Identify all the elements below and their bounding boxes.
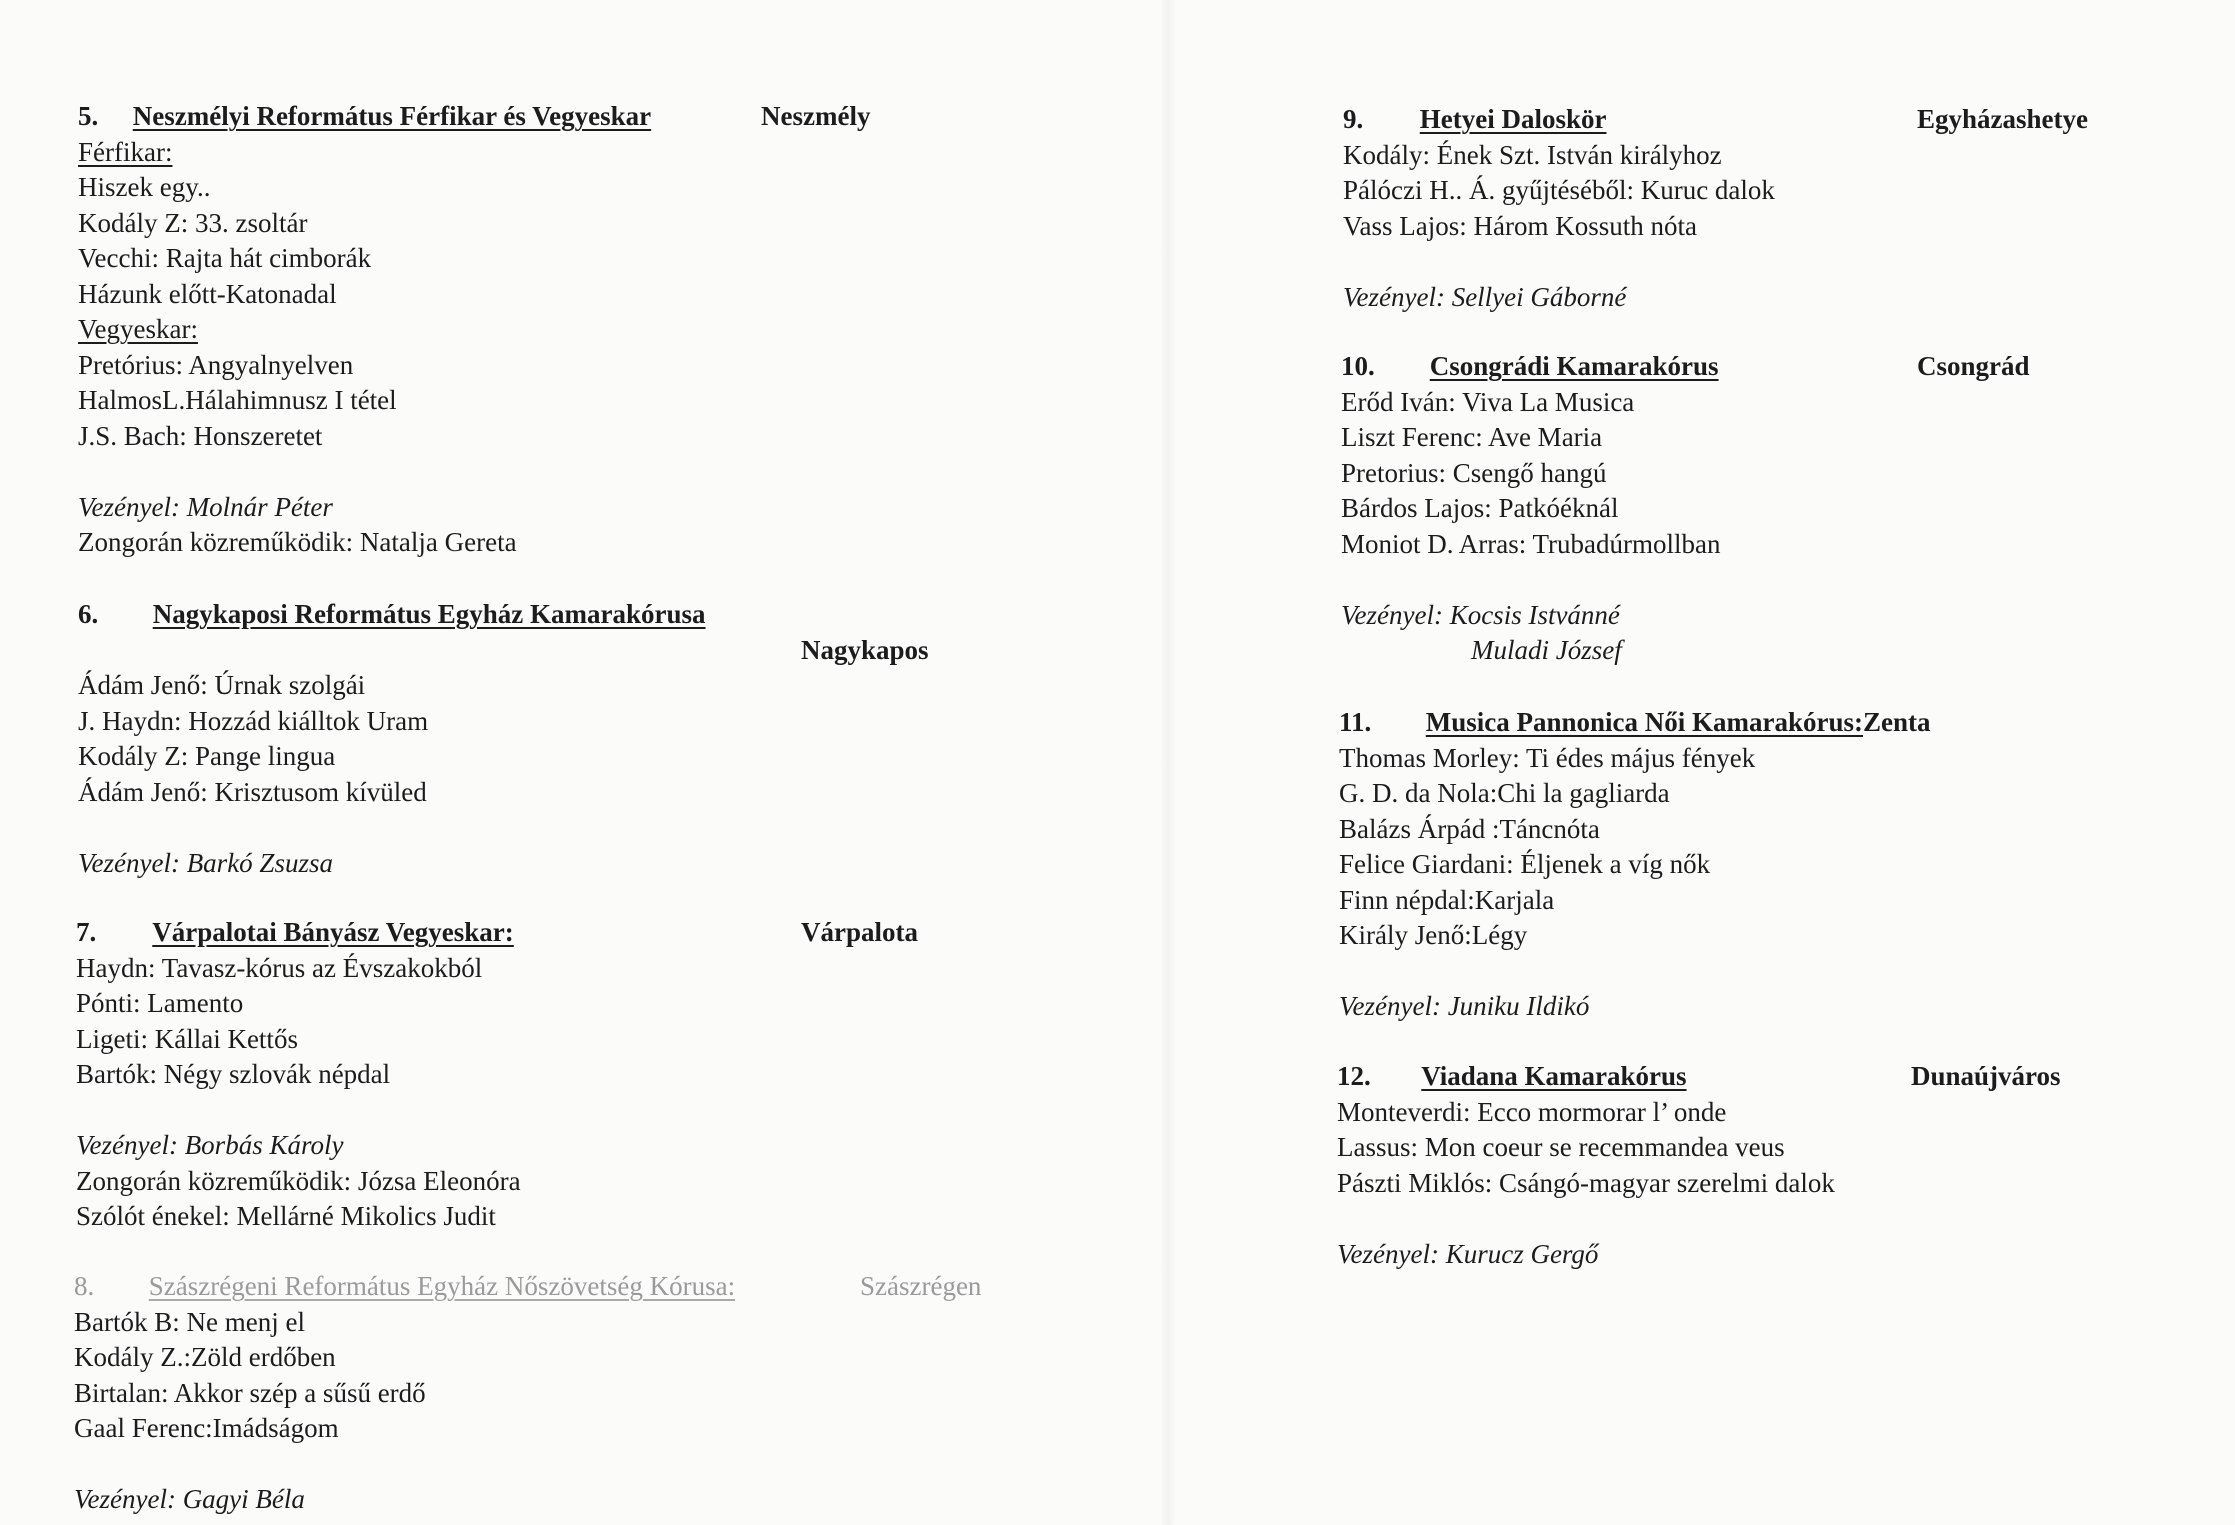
conductor-name: Barkó Zsuzsa: [186, 847, 333, 878]
section-number: 9.: [1343, 104, 1364, 134]
program-item: Felice Giardani: Éljenek a víg nők: [1339, 849, 1711, 879]
program-item: Vecchi: Rajta hát cimborák: [78, 243, 372, 273]
choir-section-6: [78, 597, 958, 881]
choir-location: Dunaújváros: [1911, 1061, 2061, 1091]
section-header: [74, 1269, 1074, 1305]
program-item: Thomas Morley: Ti édes május fények: [1339, 742, 1756, 773]
conductor-label: Vezényel:: [1343, 281, 1445, 312]
program-item: Pászti Miklós: Csángó-magyar szerelmi dalok: [1337, 1167, 1835, 1198]
choir-name: Nagykaposi Református Egyház Kamarakórusa: [152, 599, 706, 629]
choir-location: Várpalota: [801, 917, 918, 947]
choir-section-7: [76, 915, 956, 1235]
section-number: 6.: [78, 599, 99, 629]
subgroup-label-vegyeskar: Vegyeskar:: [78, 314, 198, 344]
choir-location: Szászrégen: [860, 1271, 982, 1301]
program-item: Ádám Jenő: Úrnak szolgái: [78, 670, 366, 700]
program-item: Kodály: Ének Szt. István királyhoz: [1343, 139, 1722, 170]
section-number: 5.: [78, 101, 99, 131]
program-item: Vass Lajos: Három Kossuth nóta: [1343, 210, 1697, 241]
program-item: Király Jenő:Légy: [1339, 920, 1528, 950]
section-header: [78, 99, 958, 135]
section-number: 12.: [1337, 1061, 1371, 1091]
program-item: Balázs Árpád :Táncnóta: [1339, 813, 1600, 844]
program-item: Hiszek egy..: [78, 172, 211, 202]
choir-name: Szászrégeni Református Egyház Nőszövetség Kórusa:: [148, 1271, 736, 1301]
conductor-name: Kocsis Istvánné: [1449, 599, 1620, 630]
conductor-label: Vezényel:: [1341, 599, 1443, 630]
program-item: Kodály Z.:Zöld erdőben: [74, 1342, 336, 1372]
choir-location: Csongrád: [1917, 351, 2030, 381]
program-item: Moniot D. Arras: Trubadúrmollban: [1341, 528, 1721, 559]
program-item: Házunk előtt-Katonadal: [78, 278, 337, 309]
conductor-name: Molnár Péter: [186, 491, 333, 522]
section-header: [76, 915, 956, 951]
program-item: Kodály Z: 33. zsoltár: [78, 207, 308, 238]
section-location-row: [78, 633, 958, 669]
program-item: Ligeti: Kállai Kettős: [76, 1023, 298, 1054]
page-fold: [1160, 0, 1176, 1525]
program-item: Haydn: Tavasz-kórus az Évszakokból: [76, 952, 483, 983]
choir-name: Viadana Kamarakórus: [1421, 1061, 1687, 1091]
program-item: G. D. da Nola:Chi la gagliarda: [1339, 778, 1670, 808]
program-item: Birtalan: Akkor szép a sűsű erdő: [74, 1377, 426, 1408]
program-item: Pálóczi H.. Á. gyűjtéséből: Kuruc dalok: [1343, 175, 1775, 205]
subgroup-label-ferfikar: Férfikar:: [78, 136, 173, 167]
right-page: [1175, 0, 2235, 1525]
conductor-line: [76, 1128, 956, 1164]
program-item: HalmosL.Hálahimnusz I tétel: [78, 385, 397, 415]
choir-name: Hetyei Daloskör: [1419, 104, 1607, 134]
program-item: J. Haydn: Hozzád kiálltok Uram: [78, 705, 429, 736]
program-item: Lassus: Mon coeur se recemmandea veus: [1337, 1132, 1785, 1162]
conductor-label: Vezényel:: [76, 1130, 178, 1160]
program-item: Bartók B: Ne menj el: [74, 1306, 305, 1337]
choir-location: Nagykapos: [801, 634, 929, 665]
conductor-line: [1339, 989, 2219, 1025]
conductor-line: [78, 846, 958, 882]
program-item: Gaal Ferenc:Imádságom: [74, 1413, 339, 1443]
conductor-name: Kurucz Gergő: [1445, 1238, 1599, 1269]
accompanist-line: Zongorán közreműködik: Józsa Eleonóra: [76, 1165, 521, 1196]
choir-name: Várpalotai Bányász Vegyeskar:: [152, 917, 514, 947]
conductor-name: Gagyi Béla: [182, 1484, 305, 1514]
program-item: Erőd Iván: Viva La Musica: [1341, 386, 1635, 417]
conductor-name: Borbás Károly: [184, 1130, 344, 1160]
conductor-line: [78, 490, 958, 526]
choir-section-9: [1343, 102, 2223, 315]
section-number: 10.: [1341, 351, 1375, 381]
choir-section-12: [1337, 1059, 2217, 1272]
choir-section-8: [74, 1269, 1074, 1518]
section-header: [1341, 349, 2221, 385]
section-number: 7.: [76, 917, 97, 947]
program-item: Bartók: Négy szlovák népdal: [76, 1059, 391, 1089]
conductor-label: Vezényel:: [78, 847, 180, 878]
conductor-label: Vezényel:: [1339, 991, 1441, 1021]
conductor-label: Vezényel:: [1337, 1238, 1439, 1269]
conductor-line: [74, 1482, 1074, 1518]
choir-location: Egyházashetye: [1917, 104, 2088, 134]
conductor-name-2: Muladi József: [1471, 635, 1622, 665]
choir-location: Zenta: [1863, 707, 1931, 737]
conductor-line: [1341, 598, 2221, 634]
accompanist-line: Zongorán közreműködik: Natalja Gereta: [78, 527, 517, 557]
soloist-line: Szólót énekel: Mellárné Mikolics Judit: [76, 1201, 496, 1231]
section-header: [1339, 705, 2219, 741]
section-number: 8.: [74, 1271, 95, 1301]
program-item: J.S. Bach: Honszeretet: [78, 420, 323, 451]
program-item: Liszt Ferenc: Ave Maria: [1341, 422, 1603, 452]
program-item: Monteverdi: Ecco mormorar l’ onde: [1337, 1096, 1727, 1127]
program-item: Pónti: Lamento: [76, 988, 244, 1018]
conductor-label: Vezényel:: [78, 491, 180, 522]
program-item: Pretórius: Angyalnyelven: [78, 349, 354, 380]
program-item: Finn népdal:Karjala: [1339, 884, 1555, 915]
program-item: Kodály Z: Pange lingua: [78, 741, 336, 771]
conductor-line: [1343, 280, 2223, 316]
conductor-name: Juniku Ildikó: [1447, 991, 1590, 1021]
section-header: [1337, 1059, 2217, 1095]
program-item: Bárdos Lajos: Patkóéknál: [1341, 493, 1619, 523]
conductor-label: Vezényel:: [74, 1484, 176, 1514]
choir-section-5: [78, 99, 958, 561]
section-header: [78, 597, 958, 633]
conductor-line: [1337, 1237, 2217, 1273]
choir-section-10: [1341, 349, 2221, 669]
choir-name: Neszmélyi Református Férfikar és Vegyeskar: [132, 101, 652, 131]
choir-section-11: [1339, 705, 2219, 1025]
choir-location: Neszmély: [761, 101, 871, 131]
section-number: 11.: [1339, 707, 1372, 737]
choir-name: Csongrádi Kamarakórus: [1429, 351, 1719, 381]
program-item: Ádám Jenő: Krisztusom kívüled: [78, 776, 427, 807]
section-header: [1343, 102, 2223, 138]
conductor-name: Sellyei Gáborné: [1451, 281, 1627, 312]
program-item: Pretorius: Csengő hangú: [1341, 457, 1607, 488]
choir-name: Musica Pannonica Női Kamarakórus:: [1425, 707, 1864, 737]
